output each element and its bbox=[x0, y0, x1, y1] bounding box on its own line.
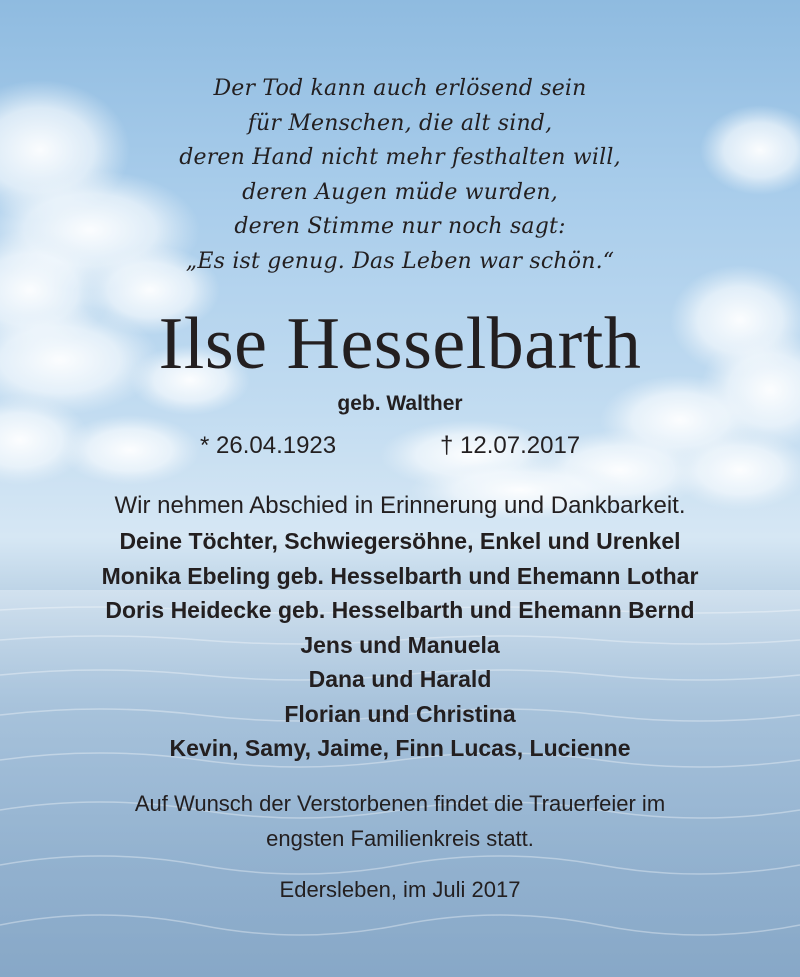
poem bbox=[0, 72, 800, 279]
life-dates bbox=[0, 428, 800, 464]
poem-line: „Es ist genug. Das Leben war schön.“ bbox=[185, 248, 615, 274]
family-line: Monika Ebeling geb. Hesselbarth und Ehemann Lothar bbox=[101, 562, 699, 589]
poem-line: für Menschen, die alt sind, bbox=[247, 110, 553, 136]
family-line: Florian und Christina bbox=[284, 700, 516, 727]
maiden-name: geb. Walther bbox=[337, 392, 463, 415]
family-list bbox=[0, 524, 800, 766]
birth-date: * 26.04.1923 bbox=[200, 432, 337, 459]
poem-line: deren Hand nicht mehr festhalten will, bbox=[179, 145, 621, 170]
death-date: † 12.07.2017 bbox=[440, 432, 581, 459]
family-line: Kevin, Samy, Jaime, Finn Lucas, Lucienne bbox=[169, 735, 631, 761]
family-line: Jens und Manuela bbox=[300, 631, 500, 658]
funeral-notice bbox=[0, 786, 800, 856]
family-line: Dana und Harald bbox=[308, 666, 492, 692]
poem-line: deren Augen müde wurden, bbox=[242, 179, 558, 205]
family-line: Deine Töchter, Schwiegersöhne, Enkel und Urenkel bbox=[119, 528, 681, 554]
farewell-intro: Wir nehmen Abschied in Erinnerung und Dankbarkeit. bbox=[114, 492, 686, 519]
notice-line: Auf Wunsch der Verstorbenen findet die Trauerfeier im bbox=[134, 791, 666, 816]
poem-line: Der Tod kann auch erlösend sein bbox=[213, 76, 587, 101]
place-and-date: Edersleben, im Juli 2017 bbox=[279, 877, 521, 902]
family-line: Doris Heidecke geb. Hesselbarth und Ehemann Bernd bbox=[105, 597, 695, 623]
notice-line: engsten Familienkreis statt. bbox=[266, 826, 534, 851]
poem-line: deren Stimme nur noch sagt: bbox=[234, 214, 566, 239]
deceased-name: Ilse Hesselbarth bbox=[158, 303, 642, 385]
